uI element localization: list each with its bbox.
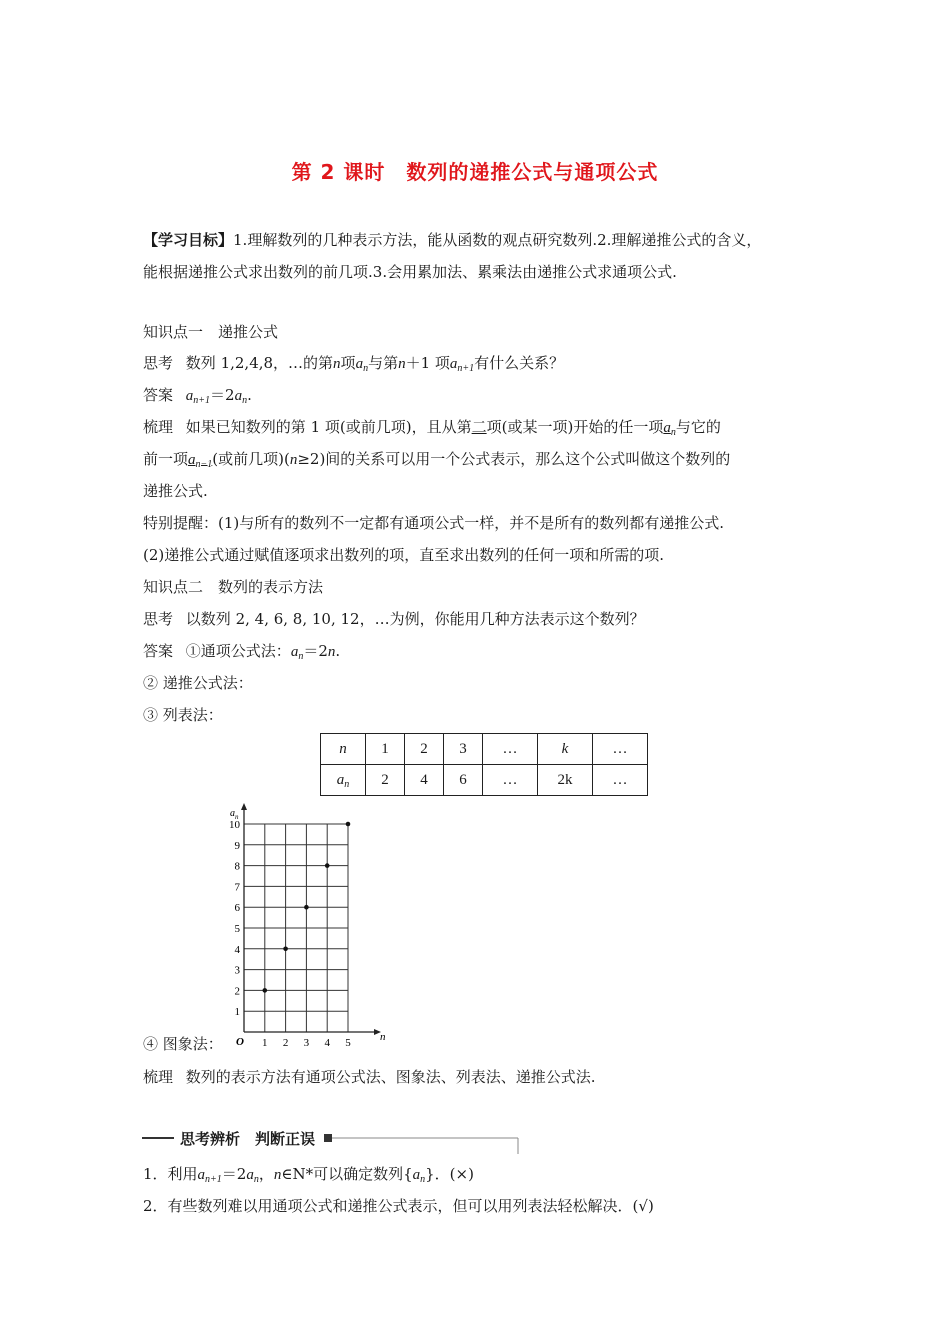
data-point: [346, 822, 351, 827]
kp1-think-an1-sub: n+1: [457, 363, 475, 374]
kp1-think-an: a: [355, 356, 364, 372]
data-point: [325, 863, 330, 868]
kp1-think-n1: n: [398, 356, 406, 372]
y-tick-label: 8: [234, 860, 240, 873]
y-tick-label: 1: [234, 1006, 240, 1019]
learning-goals-line-1: [143, 230, 761, 250]
learning-goals-line-2: 能根据递推公式求出数列的前几项.3.会用累加法、累乘法由递推公式求通项公式.: [143, 263, 677, 281]
kp2-answer-1-eq: ＝2: [303, 642, 328, 660]
kp2-answer-3: ③ 列表法：: [143, 706, 223, 724]
kp2-think-label: 思考: [143, 610, 174, 628]
table-row: [321, 734, 648, 765]
kp1-summary-blank: 二: [471, 418, 487, 436]
learning-goals-text-1: 1.理解数列的几种表示方法，能从函数的观点研究数列.2.理解递推公式的含义，: [233, 231, 762, 249]
kp2-think: [143, 609, 645, 629]
table-cell: 4: [405, 765, 444, 796]
y-tick-label: 5: [234, 923, 240, 935]
kp1-summary-b: 项(或某一项)开始的任一项: [486, 418, 664, 436]
kp1-summary-s2a: 前一项: [143, 450, 189, 468]
kp1-summary-line-3: 递推公式.: [143, 482, 208, 500]
practice-q1-a2: a: [246, 1167, 254, 1183]
kp1-think-end: 有什么关系？: [474, 354, 565, 372]
practice-q1-a1: a: [197, 1167, 206, 1183]
practice-q1-end: }．(×): [425, 1165, 474, 1183]
kp2-answer-1-a: a: [290, 644, 299, 660]
kp1-think-an-sub: n: [363, 363, 369, 374]
table-cell: n: [321, 734, 366, 765]
practice-q1-a3: a: [412, 1167, 421, 1183]
graph-ticks: [229, 819, 351, 1049]
kp1-note-2: (2)递推公式通过赋值逐项求出数列的项，直至求出数列的任何一项和所需的项.: [143, 546, 665, 564]
table-cell: 2: [366, 765, 405, 796]
y-tick-label: 2: [234, 985, 240, 998]
kp1-answer-end: .: [247, 386, 252, 404]
x-tick-label: 2: [282, 1037, 289, 1049]
kp1-summary-label: 梳理: [143, 418, 174, 436]
kp1-summary-s2-an-sub: n−1: [195, 459, 213, 470]
y-tick-label: 9: [234, 839, 240, 852]
kp1-think-n: n: [333, 356, 341, 372]
kp1-summary-s2-n: n: [289, 452, 298, 468]
kp1-think: [143, 353, 564, 374]
practice-q2: 2．有些数列难以用通项公式和递推公式表示，但可以用列表法轻松解决．(√): [143, 1197, 654, 1215]
kp1-heading: 知识点一 递推公式: [143, 323, 279, 341]
kp1-note-1-text: (1)与所有的数列不一定都有通项公式一样，并不是所有的数列都有递推公式.: [218, 514, 725, 532]
table-cell: [321, 765, 366, 796]
y-tick-label: 10: [229, 819, 240, 831]
kp1-think-pre: 数列 1,2,4,8，…的第: [185, 354, 334, 372]
x-tick-label: 5: [345, 1037, 351, 1049]
kp1-answer-eq: ＝2: [210, 386, 235, 404]
kp1-note-label: 特别提醒：: [143, 514, 219, 532]
kp1-note-1: [143, 513, 724, 533]
y-axis-arrow: [241, 803, 247, 810]
table-cell: …: [483, 734, 538, 765]
kp1-summary-an: a: [663, 420, 671, 436]
x-tick-label: 4: [324, 1037, 330, 1049]
practice-q1-a1-sub: n+1: [205, 1174, 222, 1185]
sequence-table: [320, 733, 648, 796]
practice-q1-a2-sub: n: [253, 1174, 259, 1185]
practice-q1-a3-sub: n: [420, 1174, 426, 1185]
kp1-summary-s2-an: a: [188, 452, 196, 468]
practice-q1-pre: 1．利用: [143, 1165, 198, 1183]
graph-grid: [244, 824, 348, 1032]
kp2-summary-text: 数列的表示方法有通项公式法、图象法、列表法、递推公式法.: [185, 1068, 596, 1086]
kp1-answer: [143, 385, 252, 406]
practice-q1-eq: ＝2: [221, 1165, 247, 1183]
kp1-think-label: 思考: [143, 354, 174, 372]
kp1-think-mid3: ＋1 项: [405, 354, 450, 372]
practice-q1-n: n: [273, 1167, 282, 1183]
x-tick-label: 3: [303, 1037, 310, 1049]
kp1-summary-line-2: [143, 449, 730, 470]
y-tick-label: 3: [234, 964, 240, 977]
kp1-summary-line-1: [143, 417, 721, 438]
practice-q1-mid: ，: [258, 1165, 274, 1183]
page-title: 第 2 课时 数列的递推公式与通项公式: [291, 160, 659, 184]
table-cell: 1: [366, 734, 405, 765]
table-cell: 3: [444, 734, 483, 765]
graph-axes: [241, 803, 381, 1035]
kp2-answer-1-end: .: [335, 642, 341, 660]
kp2-heading: 知识点二 数列的表示方法: [143, 578, 324, 596]
table-cell: k: [538, 734, 593, 765]
table-cell: …: [483, 765, 538, 796]
kp2-think-text: 以数列 2, 4, 6, 8, 10, 12，…为例，你能用几种方法表示这个数列？: [185, 610, 645, 628]
x-axis-label: n: [380, 1031, 386, 1043]
practice-q1: [143, 1164, 474, 1185]
table-cell: …: [593, 765, 648, 796]
kp1-summary-an-sub: n: [670, 427, 676, 438]
kp1-summary-a: 如果已知数列的第 1 项(或前几项)，且从第: [185, 418, 472, 436]
sequence-graph: [222, 800, 392, 1050]
kp1-think-mid1: 项: [340, 354, 356, 372]
section-title: 思考辨析 判断正误: [174, 1128, 321, 1149]
kp2-summary-label: 梳理: [143, 1068, 174, 1086]
table-head-a: a: [336, 771, 345, 788]
kp2-answer-1: [143, 641, 340, 662]
kp1-answer-a2: a: [234, 388, 243, 404]
kp1-answer-a2-sub: n: [242, 395, 248, 406]
kp1-summary-s2b: (或前几项)(: [212, 450, 290, 468]
table-cell: 2k: [538, 765, 593, 796]
y-tick-label: 4: [234, 943, 240, 956]
kp1-answer-a1: a: [185, 388, 194, 404]
kp2-answer-1-pre: ①通项公式法：: [185, 642, 291, 660]
kp2-answer-1-n: n: [327, 644, 336, 660]
y-axis-label: $a_n$: [230, 808, 239, 821]
data-point: [263, 988, 268, 993]
kp1-think-an1: a: [449, 356, 458, 372]
kp2-summary: [143, 1067, 596, 1087]
kp1-summary-s2c: ≥2)间的关系可以用一个公式表示，那么这个公式叫做这个数列的: [297, 450, 731, 468]
y-tick-label: 7: [234, 881, 240, 894]
table-cell: 6: [444, 765, 483, 796]
kp1-answer-a1-sub: n+1: [193, 395, 211, 406]
learning-goals-tag: 【学习目标】: [143, 231, 234, 249]
origin-label: O: [236, 1036, 244, 1048]
kp2-answer-1-a-sub: n: [298, 651, 304, 662]
table-cell: …: [593, 734, 648, 765]
y-tick-label: 6: [234, 902, 240, 915]
kp2-answer-label: 答案: [143, 642, 174, 660]
x-tick-label: 1: [262, 1037, 268, 1049]
practice-q1-set: ∈N*可以确定数列{: [281, 1165, 413, 1183]
data-point: [304, 905, 309, 910]
kp1-think-mid2: 与第: [368, 354, 399, 372]
kp2-answer-2: ② 递推公式法：: [143, 674, 253, 692]
table-cell: 2: [405, 734, 444, 765]
table-row: [321, 765, 648, 796]
kp1-summary-c: 与它的: [675, 418, 721, 436]
kp1-answer-label: 答案: [143, 386, 174, 404]
table-head-a-sub: n: [344, 778, 350, 790]
kp2-answer-4: ④ 图象法：: [143, 1035, 223, 1053]
data-point: [283, 947, 288, 952]
